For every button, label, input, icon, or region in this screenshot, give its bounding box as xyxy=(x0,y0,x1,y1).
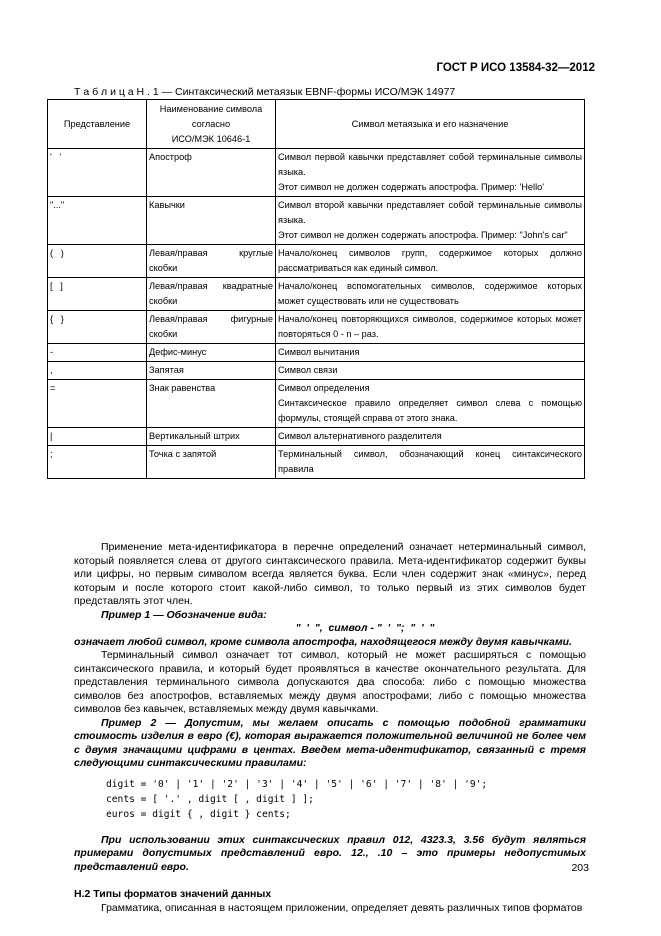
cell-name: Запятая xyxy=(147,362,276,380)
cell-representation: = xyxy=(48,380,147,428)
document-header: ГОСТ Р ИСО 13584-32—2012 xyxy=(436,62,595,74)
example-1-title: Пример 1 — Обозначение вида: xyxy=(101,608,267,621)
description-line: Синтаксическое правило определяет символ слева с помощью формулы, стоящей справа от этого знака. xyxy=(278,398,582,423)
cell-description: Символ вычитания xyxy=(276,344,585,362)
page-number: 203 xyxy=(571,862,589,874)
description-line: Символ второй кавычки представляет собой терминальные символы языка. xyxy=(278,200,582,225)
table-row xyxy=(48,380,585,428)
cell-name: Левая/правая фигурные скобки xyxy=(147,311,276,344)
cell-name: Знак равенства xyxy=(147,380,276,428)
cell-description: Терминальный символ, обозначающий конец синтаксического правила xyxy=(276,446,585,479)
header-meta-symbol: Символ метаязыка и его назначение xyxy=(276,100,585,149)
cell-name: Точка с запятой xyxy=(147,446,276,479)
example-2: Пример 2 — Допустим, мы желаем описать с помощью подобной грамматики стоимость изделия в евро (€), которая выражается положительной величиной не более чем с двумя значащими цифрами в центах. Введем мета-идентификатор, связанный с тремя следующими синтаксическими правилами: xyxy=(74,716,586,769)
cell-representation: "..." xyxy=(48,197,147,245)
cell-representation: ( ) xyxy=(48,245,147,278)
code-line: euros = digit { , digit } cents; xyxy=(106,808,291,820)
table-row xyxy=(48,311,585,344)
cell-name: Дефис-минус xyxy=(147,344,276,362)
cell-name: Вертикальный штрих xyxy=(147,428,276,446)
cell-description: Начало/конец повторяющихся символов, содержимое которых может повторяться 0 - n – раз. xyxy=(276,311,585,344)
example-1-description: означает любой символ, кроме символа апострофа, находящегося между двумя кавычками. xyxy=(74,635,572,648)
table-header-row xyxy=(48,100,585,149)
description-line: Этот символ не должен содержать апострофа. Пример: 'Hello' xyxy=(278,182,544,192)
cell-representation: | xyxy=(48,428,147,446)
cell-name: Кавычки xyxy=(147,197,276,245)
paragraph-grammar: Грамматика, описанная в настоящем приложении, определяет девять различных типов форматов xyxy=(101,901,583,914)
header-name-line: ИСО/МЭК 10646-1 xyxy=(171,133,251,144)
header-representation: Представление xyxy=(48,100,147,149)
paragraph-usage-examples: При использовании этих синтаксических правил 012, 4323.3, 3.56 будут являться примерами допустимых представлений евро. 12., .10 – это примеры недопустимых представлений евро. xyxy=(74,833,586,873)
cell-representation: [ ] xyxy=(48,278,147,311)
table-caption: Т а б л и ц а Н . 1 — Синтаксический метаязык EBNF-формы ИСО/МЭК 14977 xyxy=(74,86,456,98)
cell-description: Символ альтернативного разделителя xyxy=(276,428,585,446)
table-row xyxy=(48,245,585,278)
description-line: Этот символ не должен содержать апострофа. Пример: "John's car" xyxy=(278,230,568,240)
cell-description: Начало/конец вспомогательных символов, содержимое которых может существовать или не существовать xyxy=(276,278,585,311)
description-line: Символ первой кавычки представляет собой терминальные символы языка. xyxy=(278,152,582,177)
description-line: Символ определения xyxy=(278,383,370,393)
example-1-formula: " ' ", символ - " ' "; " ' " xyxy=(295,622,435,634)
header-name-line: согласно xyxy=(191,118,231,129)
table-row xyxy=(48,344,585,362)
cell-representation: { } xyxy=(48,311,147,344)
cell-description xyxy=(276,197,585,245)
cell-description xyxy=(276,149,585,197)
table-row xyxy=(48,149,585,197)
cell-description: Начало/конец символов групп, содержимое которых должно рассматриваться как единый символ. xyxy=(276,245,585,278)
table-row xyxy=(48,362,585,380)
body-text xyxy=(74,541,586,915)
cell-name: Апостроф xyxy=(147,149,276,197)
table-row xyxy=(48,446,585,479)
cell-name: Левая/правая квадратные скобки xyxy=(147,278,276,311)
code-line: cents = [ '.' , digit [ , digit ] ]; xyxy=(106,793,314,805)
cell-description: Символ связи xyxy=(276,362,585,380)
section-heading-h2: Н.2 Типы форматов значений данных xyxy=(74,888,272,900)
cell-description xyxy=(276,380,585,428)
header-symbol-name xyxy=(147,100,276,149)
code-block xyxy=(74,771,586,828)
table-row xyxy=(48,197,585,245)
paragraph-meta-identifier: Применение мета-идентификатора в перечне определений означает нетерминальный символ, который появляется слева от другого синтаксического правила. Мета-идентификатор содержит буквы или цифры, но первым символом всегда является буква. Если член содержит знак «минус», перед которым и после которого стоит какой-либо символ, то только первый из этих символов будет представлять этот член. xyxy=(74,541,586,607)
code-line: digit = '0' | '1' | '2' | '3' | '4' | '5' | '6' | '7' | '8' | '9'; xyxy=(106,778,488,790)
cell-representation: ; xyxy=(48,446,147,479)
cell-name: Левая/правая круглые скобки xyxy=(147,245,276,278)
table-row xyxy=(48,428,585,446)
ebnf-table xyxy=(47,99,585,479)
cell-representation: , xyxy=(48,362,147,380)
header-name-line: Наименование символа xyxy=(159,103,263,114)
cell-representation: - xyxy=(48,344,147,362)
table-row xyxy=(48,278,585,311)
cell-representation: ' ' xyxy=(48,149,147,197)
paragraph-terminal-symbol: Терминальный символ означает тот символ, который не может расширяться с помощью синтаксического правила, и который будет проявляться в качестве окончательного результата. Для представления терминального символа допускаются два способа: либо с помощью множества символов без апострофов, вставляемых между двумя апострофами; либо с помощью множества символов без кавычек, вставляемых между двумя кавычками. xyxy=(74,649,586,715)
